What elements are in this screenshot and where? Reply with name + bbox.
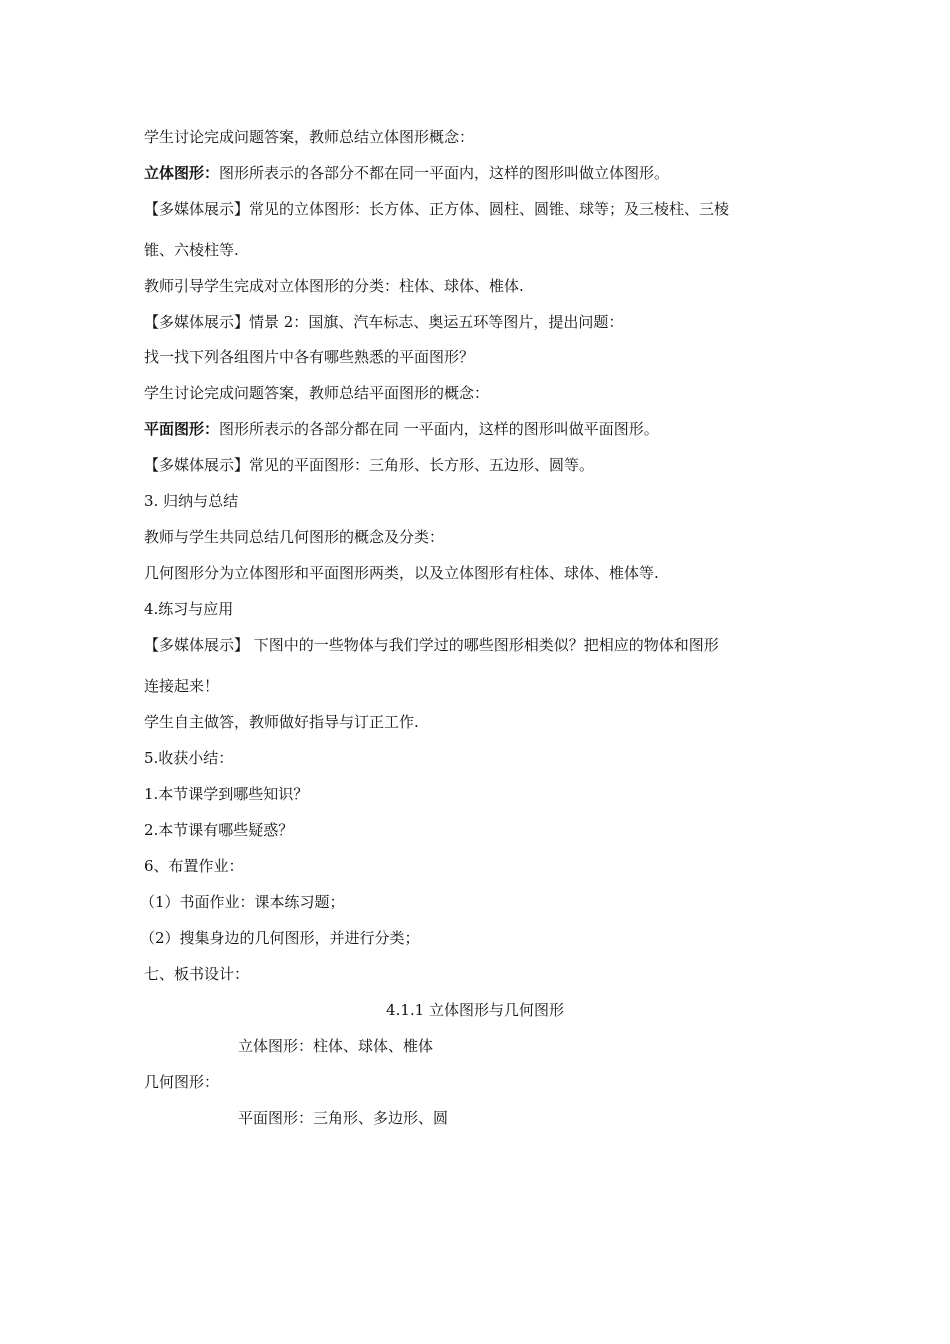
- term-solid-figure: 立体图形：: [144, 164, 220, 182]
- paragraph-multimedia-solid-cont: 锥、六棱柱等.: [144, 241, 239, 259]
- paragraph-summary-text: 几何图形分为立体图形和平面图形两类，以及立体图形有柱体、球体、椎体等.: [144, 564, 659, 582]
- board-geometry-label: 几何图形：: [144, 1073, 220, 1091]
- list-item-homework-2: （2）搜集身边的几何图形，并进行分类；: [140, 929, 420, 947]
- heading-harvest: 5.收获小结：: [144, 749, 234, 767]
- heading-board-design: 七、板书设计：: [144, 965, 250, 983]
- paragraph-find-shapes: 找一找下列各组图片中各有哪些熟悉的平面图形？: [144, 348, 475, 366]
- board-plane-figures: 平面图形：三角形、多边形、圆: [238, 1109, 449, 1127]
- list-item-question-2: 2.本节课有哪些疑惑？: [144, 821, 294, 839]
- board-title: 4.1.1 立体图形与几何图形: [386, 1001, 564, 1019]
- paragraph-classification: 教师引导学生完成对立体图形的分类：柱体、球体、椎体.: [144, 277, 524, 295]
- heading-summary: 3. 归纳与总结: [144, 492, 239, 510]
- paragraph-multimedia-plane: 【多媒体展示】常见的平面图形：三角形、长方形、五边形、圆等。: [144, 456, 595, 474]
- board-solid-figures: 立体图形：柱体、球体、椎体: [238, 1037, 434, 1055]
- heading-practice: 4.练习与应用: [144, 600, 234, 618]
- definition-plane-text: 图形所表示的各部分都在同 一平面内，这样的图形叫做平面图形。: [219, 420, 659, 438]
- paragraph-summary-intro: 教师与学生共同总结几何图形的概念及分类：: [144, 528, 445, 546]
- definition-plane: [144, 419, 659, 439]
- term-plane-figure: 平面图形：: [144, 420, 220, 438]
- paragraph-multimedia-solid: 【多媒体展示】常见的立体图形：长方体、正方体、圆柱、圆锥、球等；及三棱柱、三棱: [144, 200, 730, 218]
- paragraph-intro-solid: 学生讨论完成问题答案，教师总结立体图形概念：: [144, 128, 475, 146]
- paragraph-multimedia-practice: 【多媒体展示】 下图中的一些物体与我们学过的哪些图形相类似？把相应的物体和图形: [144, 636, 719, 654]
- paragraph-multimedia-practice-cont: 连接起来！: [144, 677, 220, 695]
- list-item-question-1: 1.本节课学到哪些知识？: [144, 785, 309, 803]
- definition-solid: [144, 163, 669, 183]
- list-item-homework-1: （1）书面作业：课本练习题；: [140, 893, 345, 911]
- heading-homework: 6、布置作业：: [144, 857, 244, 875]
- definition-solid-text: 图形所表示的各部分不都在同一平面内，这样的图形叫做立体图形。: [219, 164, 670, 182]
- paragraph-intro-plane: 学生讨论完成问题答案，教师总结平面图形的概念：: [144, 384, 490, 402]
- paragraph-student-answer: 学生自主做答，教师做好指导与订正工作.: [144, 713, 419, 731]
- paragraph-multimedia-scene2: 【多媒体展示】情景 2：国旗、汽车标志、奥运五环等图片，提出问题：: [144, 313, 624, 331]
